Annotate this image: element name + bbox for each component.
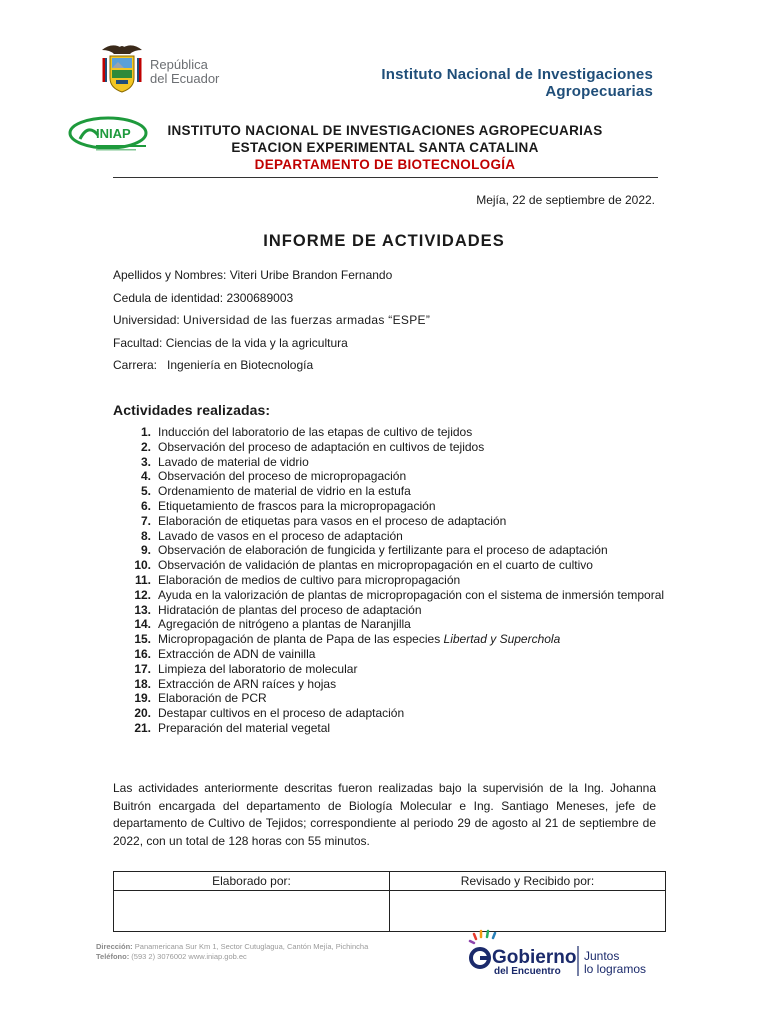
activity-text: Preparación del material vegetal <box>158 720 331 735</box>
activity-number: 12. <box>134 587 151 602</box>
activity-item <box>113 455 673 470</box>
elaborated-signature-cell <box>114 891 390 932</box>
activity-number: 14. <box>134 617 151 632</box>
activity-item <box>113 632 673 647</box>
activity-number: 15. <box>134 632 151 647</box>
slogan-line1: Juntos <box>584 949 620 963</box>
activities-heading: Actividades realizadas: <box>113 402 271 418</box>
info-row-university: Universidad: Universidad de las fuerzas armadas “ESPE” <box>113 313 431 327</box>
activity-item <box>113 499 673 514</box>
activity-number: 11. <box>134 572 151 587</box>
activity-item <box>113 425 673 440</box>
activity-item <box>113 558 673 573</box>
document-header <box>160 122 610 173</box>
activity-number: 17. <box>134 661 151 676</box>
activity-number: 1. <box>140 425 151 439</box>
reviewed-by-label: Revisado y Recibido por: <box>390 872 666 891</box>
activity-item <box>113 721 673 736</box>
document-date: Mejía, 22 de septiembre de 2022. <box>476 193 655 207</box>
activity-species: Libertad y Superchola <box>443 632 561 647</box>
activity-item <box>113 677 673 692</box>
gobierno-del-encuentro-logo <box>466 928 666 978</box>
activity-item <box>113 469 673 484</box>
activity-text: Observación de elaboración de fungicida y fertilizante para el proceso de adaptación <box>158 543 608 558</box>
info-row-career: Carrera: Ingeniería en Biotecnología <box>113 358 314 372</box>
activity-item <box>113 617 673 632</box>
activity-text: Observación de validación de plantas en micropropagación en el cuarto de cultivo <box>158 558 593 573</box>
activities-list <box>113 425 673 736</box>
activity-text: Agregación de nitrógeno a plantas de Naranjilla <box>158 617 411 632</box>
activity-text: Extracción de ADN de vainilla <box>158 646 316 661</box>
gov-word2: del Encuentro <box>494 966 561 977</box>
department-name: DEPARTAMENTO DE BIOTECNOLOGÍA <box>254 157 516 172</box>
signature-table <box>113 871 666 932</box>
iniap-logo-text: INIAP <box>96 126 131 141</box>
org-name: INSTITUTO NACIONAL DE INVESTIGACIONES AGROPECUARIAS <box>167 123 603 138</box>
info-row-id: Cedula de identidad: 2300689003 <box>113 290 294 305</box>
activity-item <box>113 440 673 455</box>
activity-number: 20. <box>134 706 151 721</box>
footer-contact: Dirección: Panamericana Sur Km 1, Sector Cutuglagua, Cantón Mejía, Pichincha Teléfono: (593 2) 3076002 www.iniap.gob.ec <box>96 942 369 961</box>
elaborated-by-label: Elaborado por: <box>114 872 390 891</box>
activity-item <box>113 662 673 677</box>
student-info <box>113 268 430 381</box>
supervision-paragraph: Las actividades anteriormente descritas fueron realizadas bajo la supervisión de la Ing. Johanna Buitrón encargada del departamento de Biología Molecular e Ing. Santiago Meneses, jefe de departamento de Cultivo de Tejidos; correspondiente al periodo 29 de agosto al 21 de septiembre de 2022, con un total de 128 horas con 55 minutos. <box>113 781 656 848</box>
activity-text: Observación del proceso de adaptación en cultivos de tejidos <box>158 439 485 454</box>
reviewed-signature-cell <box>390 891 666 932</box>
activity-number: 5. <box>140 484 151 499</box>
activity-number: 10. <box>134 558 151 573</box>
activity-text: Extracción de ARN raíces y hojas <box>158 676 337 691</box>
station-name: ESTACION EXPERIMENTAL SANTA CATALINA <box>231 140 539 155</box>
activity-text: Limpieza del laboratorio de molecular <box>158 661 358 676</box>
activity-number: 2. <box>140 439 151 454</box>
ecuador-wordmark: República del Ecuador <box>150 57 220 86</box>
iniap-logo <box>68 115 154 155</box>
activity-text: Hidratación de plantas del proceso de adaptación <box>158 602 422 617</box>
activity-item <box>113 588 673 603</box>
info-row-faculty: Facultad: Ciencias de la vida y la agricultura <box>113 335 348 350</box>
activity-item <box>113 706 673 721</box>
activity-text: Destapar cultivos en el proceso de adaptación <box>158 706 405 721</box>
activity-text: Inducción del laboratorio de las etapas de cultivo de tejidos <box>158 425 473 439</box>
activity-number: 19. <box>134 691 151 706</box>
activity-text: Elaboración de PCR <box>158 691 267 706</box>
activity-number: 21. <box>134 720 151 735</box>
activity-item <box>113 603 673 618</box>
ecuador-coat-of-arms-icon <box>96 40 148 96</box>
info-row-name: Apellidos y Nombres: Viteri Uribe Brandon Fernando <box>113 268 393 282</box>
activity-item <box>113 691 673 706</box>
document-title: INFORME DE ACTIVIDADES <box>263 232 505 250</box>
gov-word1: Gobierno <box>492 947 577 968</box>
activity-number: 13. <box>134 602 151 617</box>
activity-number: 4. <box>140 469 151 484</box>
activity-item <box>113 529 673 544</box>
header-divider <box>113 177 658 178</box>
activity-item <box>113 514 673 529</box>
activity-number: 18. <box>134 676 151 691</box>
activity-number: 3. <box>140 454 151 469</box>
activity-text: Lavado de vasos en el proceso de adaptación <box>158 528 403 543</box>
slogan-line2: lo logramos <box>584 962 647 976</box>
activity-item <box>113 573 673 588</box>
activity-number: 7. <box>140 513 151 528</box>
activity-number: 8. <box>140 528 151 543</box>
signature-header-row <box>114 872 666 891</box>
activity-number: 6. <box>140 498 151 513</box>
activity-number: 9. <box>140 543 151 558</box>
activity-text: Etiquetamiento de frascos para la micropropagación <box>158 498 436 513</box>
activity-text: Elaboración de medios de cultivo para micropropagación <box>158 572 461 587</box>
activity-text: Lavado de material de vidrio <box>158 454 309 469</box>
activity-text: Ayuda en la valorización de plantas de micropropagación con el sistema de inmersión temporal <box>158 587 665 602</box>
signature-space-row <box>114 891 666 932</box>
institute-name: Instituto Nacional de Investigaciones Agropecuarias <box>381 66 653 100</box>
activity-item <box>113 647 673 662</box>
activity-number: 16. <box>134 646 151 661</box>
activity-item <box>113 484 673 499</box>
activity-text: Observación del proceso de micropropagación <box>158 469 407 484</box>
activity-text: Elaboración de etiquetas para vasos en el proceso de adaptación <box>158 513 507 528</box>
activity-text: Micropropagación de planta de Papa de las especies Libertad y Superchola <box>158 632 561 647</box>
activity-text: Ordenamiento de material de vidrio en la estufa <box>158 484 411 499</box>
activity-item <box>113 543 673 558</box>
